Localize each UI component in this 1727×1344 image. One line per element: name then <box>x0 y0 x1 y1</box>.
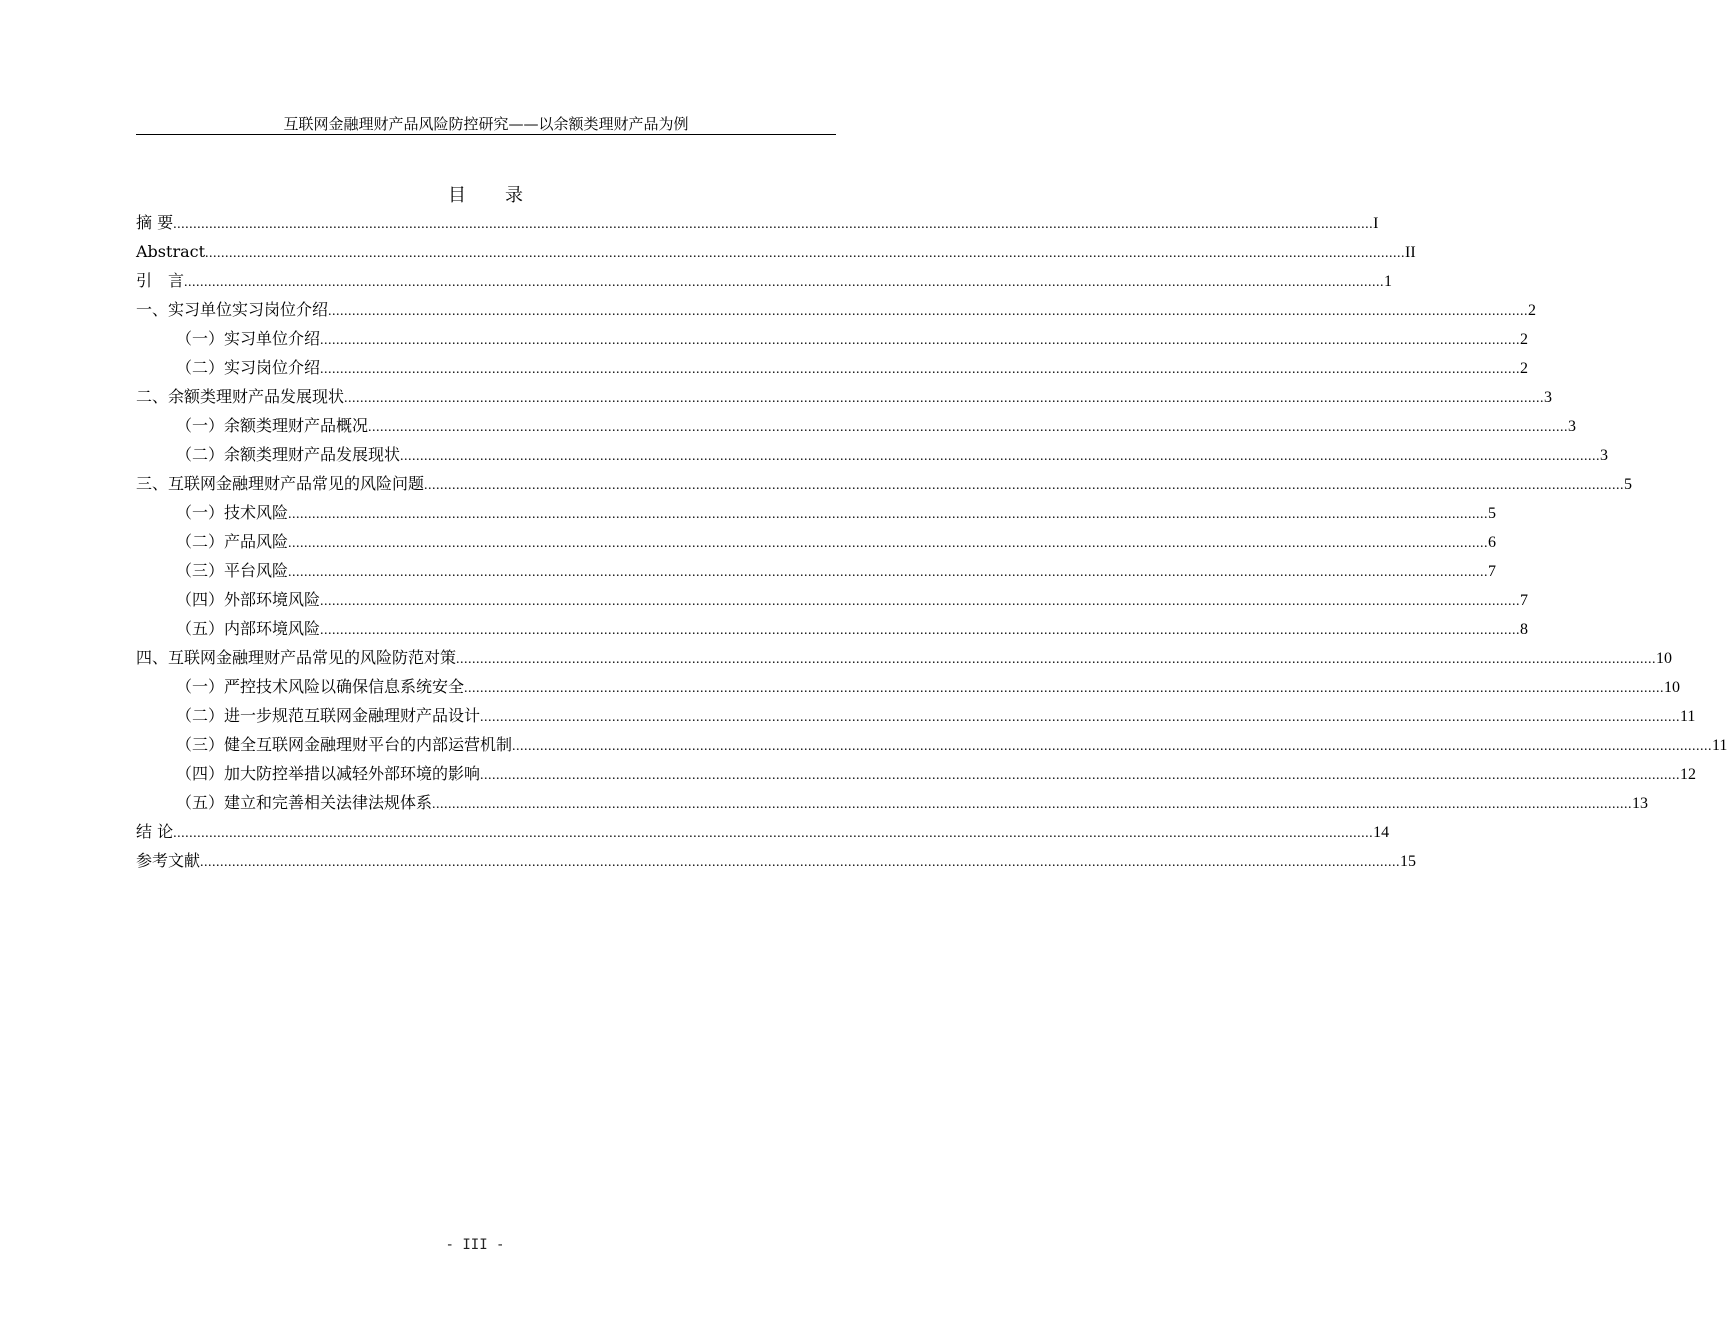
toc-entry-label: 结 论 <box>136 822 174 841</box>
toc-entry-page: 14 <box>1373 824 1390 841</box>
page-number: - III - <box>445 1237 505 1253</box>
toc-entry[interactable] <box>136 846 1417 875</box>
toc-entry[interactable] <box>136 672 1681 701</box>
toc-dot-leader: ............................................................................................................................................................................................................................................................................................................ <box>173 217 1374 232</box>
toc-entry-page: 3 <box>1568 418 1577 435</box>
running-header: 互联网金融理财产品风险防控研究——以余额类理财产品为例 <box>283 115 689 133</box>
toc-dot-leader: ............................................................................................................................................................................................................................................................................................................ <box>432 797 1633 812</box>
toc-dot-leader: ............................................................................................................................................................................................................................................................................................................ <box>328 304 1529 319</box>
toc-entry-label: 四、互联网金融理财产品常见的风险防范对策 <box>136 648 457 667</box>
toc-dot-leader: ............................................................................................................................................................................................................................................................................................................ <box>320 594 1521 609</box>
toc-entry-page: 5 <box>1624 476 1633 493</box>
toc-entry-label: （四）外部环境风险 <box>176 590 321 609</box>
toc-entry-page: 10 <box>1664 679 1681 696</box>
toc-entry-label: （一）余额类理财产品概况 <box>176 416 369 435</box>
toc-entry-label: Abstract <box>136 242 206 261</box>
toc-entry-page: 2 <box>1520 360 1529 377</box>
toc-entry[interactable] <box>136 527 1497 556</box>
toc-entry-label: （一）技术风险 <box>176 503 289 522</box>
toc-entry[interactable] <box>136 208 1379 237</box>
toc-entry-label: （一）严控技术风险以确保信息系统安全 <box>176 677 465 696</box>
toc-entry-label: （五）内部环境风险 <box>176 619 321 638</box>
toc-entry-label: （五）建立和完善相关法律法规体系 <box>176 793 433 812</box>
toc-entry-label: （二）实习岗位介绍 <box>176 358 321 377</box>
toc-entry-label: （一）实习单位介绍 <box>176 329 321 348</box>
toc-entry-label: 参考文献 <box>136 851 201 870</box>
toc-dot-leader: ............................................................................................................................................................................................................................................................................................................ <box>320 362 1521 377</box>
toc-dot-leader: ............................................................................................................................................................................................................................................................................................................ <box>320 623 1521 638</box>
toc-dot-leader: ............................................................................................................................................................................................................................................................................................................ <box>480 768 1681 783</box>
toc-entry-label: （四）加大防控举措以减轻外部环境的影响 <box>176 764 481 783</box>
toc-dot-leader: ............................................................................................................................................................................................................................................................................................................ <box>184 275 1385 290</box>
toc-entry-page: II <box>1405 244 1416 261</box>
toc-entry-label: 三、互联网金融理财产品常见的风险问题 <box>136 474 425 493</box>
toc-dot-leader: ............................................................................................................................................................................................................................................................................................................ <box>400 449 1601 464</box>
toc-entry-page: 7 <box>1488 563 1497 580</box>
toc-dot-leader: ............................................................................................................................................................................................................................................................................................................ <box>424 478 1625 493</box>
toc-entry[interactable] <box>136 817 1390 846</box>
toc-title: 目 录 <box>448 185 524 206</box>
toc-dot-leader: ............................................................................................................................................................................................................................................................................................................ <box>464 681 1665 696</box>
toc-entry-page: 2 <box>1528 302 1537 319</box>
toc-entry-page: 11 <box>1712 737 1727 754</box>
toc-entry-label: （三）平台风险 <box>176 561 289 580</box>
toc-dot-leader: ............................................................................................................................................................................................................................................................................................................ <box>288 565 1489 580</box>
toc-entry[interactable] <box>136 614 1529 643</box>
toc-dot-leader: ............................................................................................................................................................................................................................................................................................................ <box>200 855 1401 870</box>
toc-entry-label: 一、实习单位实习岗位介绍 <box>136 300 329 319</box>
toc-entry-page: I <box>1373 215 1379 232</box>
toc-entry-page: 5 <box>1488 505 1497 522</box>
toc-entry[interactable] <box>136 469 1633 498</box>
toc-entry-page: 12 <box>1680 766 1697 783</box>
toc-entry[interactable] <box>136 324 1529 353</box>
toc-dot-leader: ............................................................................................................................................................................................................................................................................................................ <box>288 507 1489 522</box>
toc-entry[interactable] <box>136 730 1727 759</box>
toc-entry-page: 3 <box>1600 447 1609 464</box>
toc-dot-leader: ............................................................................................................................................................................................................................................................................................................ <box>480 710 1681 725</box>
toc-entry-label: 二、余额类理财产品发展现状 <box>136 387 345 406</box>
toc-entry-label: （二）产品风险 <box>176 532 289 551</box>
toc-entry-label: 引 言 <box>136 271 185 290</box>
toc-entry[interactable] <box>136 295 1537 324</box>
toc-entry-page: 7 <box>1520 592 1529 609</box>
toc-dot-leader: ............................................................................................................................................................................................................................................................................................................ <box>320 333 1521 348</box>
toc-entry[interactable] <box>136 585 1529 614</box>
toc-entry-label: 摘 要 <box>136 213 174 232</box>
toc-entry[interactable] <box>136 759 1697 788</box>
toc-entry-page: 10 <box>1656 650 1673 667</box>
toc-entry-label: （二）进一步规范互联网金融理财产品设计 <box>176 706 481 725</box>
toc-dot-leader: ............................................................................................................................................................................................................................................................................................................ <box>173 826 1374 841</box>
toc-entry-page: 6 <box>1488 534 1497 551</box>
toc-entry[interactable] <box>136 643 1673 672</box>
toc-dot-leader: ............................................................................................................................................................................................................................................................................................................ <box>456 652 1657 667</box>
header-rule <box>136 134 836 135</box>
toc-entry-page: 3 <box>1544 389 1553 406</box>
toc-entry[interactable] <box>136 411 1577 440</box>
toc-dot-leader: ............................................................................................................................................................................................................................................................................................................ <box>205 246 1406 261</box>
toc-entry[interactable] <box>136 440 1609 469</box>
toc-entry-page: 13 <box>1632 795 1649 812</box>
toc-entry[interactable] <box>136 353 1529 382</box>
toc-dot-leader: ............................................................................................................................................................................................................................................................................................................ <box>288 536 1489 551</box>
toc-entry-label: （三）健全互联网金融理财平台的内部运营机制 <box>176 735 513 754</box>
toc-entry[interactable] <box>136 237 1416 266</box>
toc-entry[interactable] <box>136 788 1649 817</box>
toc-dot-leader: ............................................................................................................................................................................................................................................................................................................ <box>368 420 1569 435</box>
toc-entry-page: 2 <box>1520 331 1529 348</box>
toc-entry[interactable] <box>136 701 1696 730</box>
toc-dot-leader: ............................................................................................................................................................................................................................................................................................................ <box>512 739 1713 754</box>
toc-entry-page: 1 <box>1384 273 1393 290</box>
toc-entry[interactable] <box>136 382 1553 411</box>
toc-entry[interactable] <box>136 556 1497 585</box>
toc-entry-page: 11 <box>1680 708 1696 725</box>
toc-entry-page: 8 <box>1520 621 1529 638</box>
toc-dot-leader: ............................................................................................................................................................................................................................................................................................................ <box>344 391 1545 406</box>
toc-entry-label: （二）余额类理财产品发展现状 <box>176 445 401 464</box>
table-of-contents <box>136 208 1727 875</box>
toc-entry-page: 15 <box>1400 853 1417 870</box>
toc-entry[interactable] <box>136 498 1497 527</box>
toc-entry[interactable] <box>136 266 1393 295</box>
